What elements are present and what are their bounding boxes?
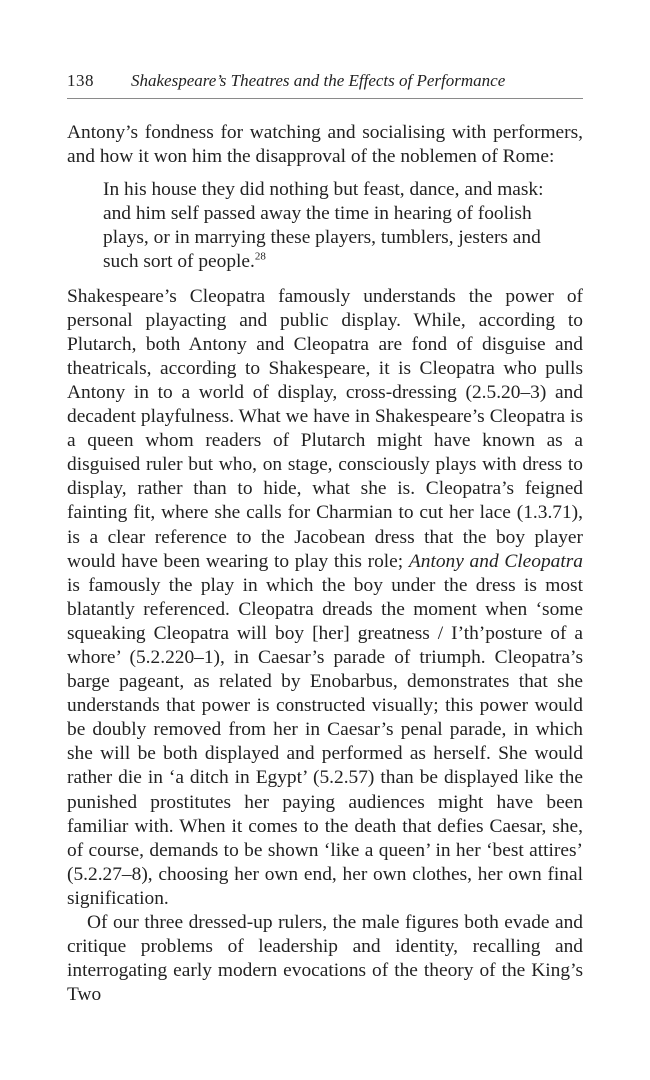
page-number: 138 xyxy=(67,71,94,90)
quote-line: In his house they did nothing but feast, dance, and mask: xyxy=(103,179,544,201)
block-quote xyxy=(103,178,553,274)
main-paragraph xyxy=(67,285,583,911)
quote-line: and him self passed away the time in hearing of foolish xyxy=(103,203,532,225)
running-header xyxy=(67,68,583,99)
main-paragraph-text-end: is famously the play in which the boy under the dress is most blatantly referenced. Cleopatra dreads the moment when ‘some squeaking Cleopatra will boy [her] greatness / I’th’posture of a whore’ (5.2.220–1), in Caesar’s parade of triumph. Cleopatra’s barge pageant, as related by Enobarbus, demonstrates that she understands that power is constructed visually; this power would be doubly removed from her in Caesar’s penal parade, in which she will be both displayed and performed as herself. She would rather die in ‘a ditch in Egypt’ (5.2.57) than be displayed like the punished prostitutes her paying audiences might have been familiar with. When it comes to the death that defies Caesar, she, of course, demands to be shown ‘like a queen’ in her ‘best attires’ (5.2.27–8), choosing her own end, her own clothes, her own final signification. xyxy=(67,574,583,909)
closing-paragraph: Of our three dressed-up rulers, the male figures both evade and critique problems of leadership and identity, recalling and interrogating early modern evocations of the theory of the King’s Two xyxy=(67,912,583,1006)
footnote-marker: 28 xyxy=(254,251,266,263)
quote-line: plays, or in marrying these players, tumblers, jesters and xyxy=(103,227,541,249)
body-text xyxy=(67,121,583,1007)
running-title: Shakespeare’s Theatres and the Effects of Performance xyxy=(131,71,506,90)
play-title-italic: Antony and Cleopatra xyxy=(408,550,583,572)
quote-line: such sort of people. xyxy=(103,251,255,273)
intro-paragraph: Antony’s fondness for watching and socialising with performers, and how it won him the disapproval of the noblemen of Rome: xyxy=(67,122,583,168)
main-paragraph-text-start: Shakespeare’s Cleopatra famously understands the power of personal playacting and public display. While, according to Plutarch, both Antony and Cleopatra are fond of disguise and theatricals, according to Shakespeare, it is Cleopatra who pulls Antony in to a world of display, cross-dressing (2.5.20–3) and decadent playfulness. What we have in Shakespeare’s Cleopatra is a queen whom readers of Plutarch might have known as a disguised ruler but who, on stage, consciously plays with dress to display, rather than to hide, what she is. Cleopatra’s feigned fainting fit, where she calls for Charmian to cut her lace (1.3.71), is a clear reference to the Jacobean dress that the boy player would have been wearing to play this role; xyxy=(67,285,583,572)
